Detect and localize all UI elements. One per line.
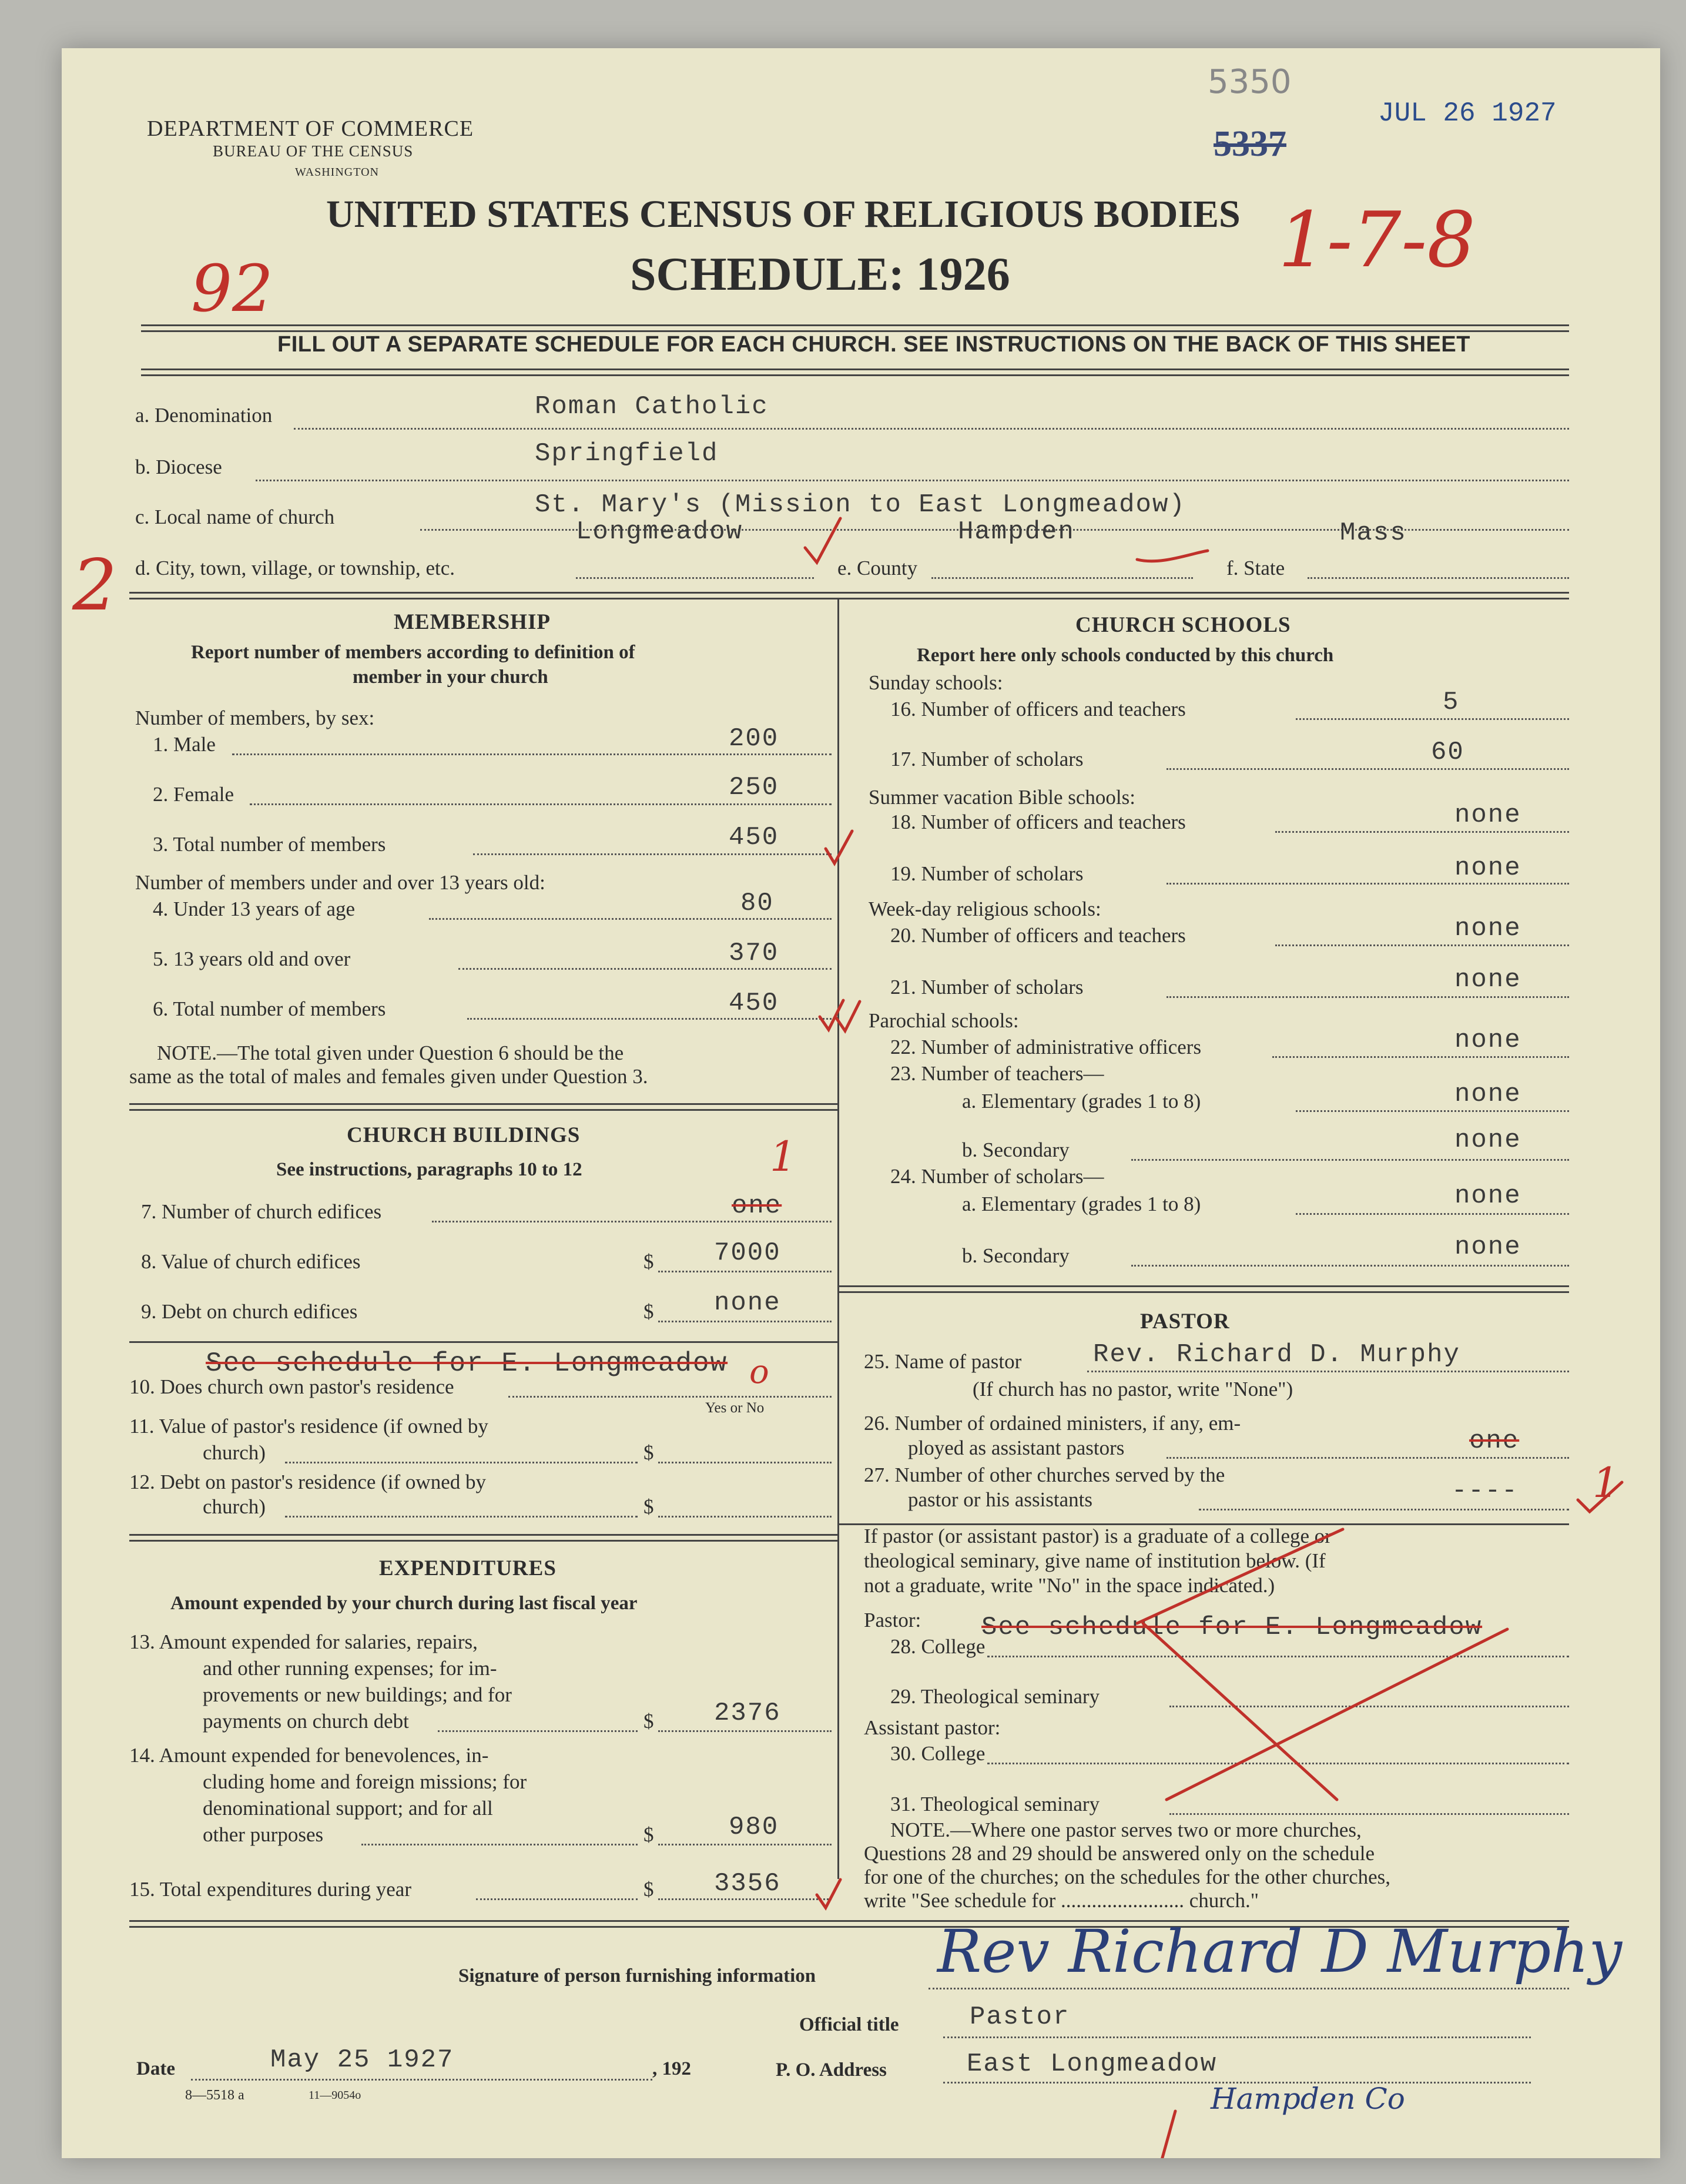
q20-label: 20. Number of officers and teachers <box>890 924 1186 947</box>
print-number: 11—9054o <box>309 2089 361 2102</box>
q23a-label: a. Elementary (grades 1 to 8) <box>962 1090 1201 1113</box>
q24-label: 24. Number of scholars— <box>890 1165 1104 1188</box>
q27-red-correction: 1 <box>1593 1459 1619 1507</box>
denomination-label: a. Denomination <box>135 404 273 427</box>
q6-field[interactable]: 450 <box>729 989 779 1018</box>
q15-dollar: $ <box>643 1878 654 1901</box>
q16-field[interactable]: 5 <box>1443 688 1460 717</box>
church-name-field[interactable]: St. Mary's (Mission to East Longmeadow) <box>535 490 1186 520</box>
pastor-sub-label: Pastor: <box>864 1609 921 1632</box>
q2-label: 2. Female <box>153 783 234 806</box>
form-title: UNITED STATES CENSUS OF RELIGIOUS BODIES <box>326 193 1241 236</box>
q6-label: 6. Total number of members <box>153 997 386 1020</box>
expenditures-sub: Amount expended by your church during last fiscal year <box>170 1593 638 1614</box>
graduate-note-3: not a graduate, write "No" in the space indicated.) <box>864 1574 1275 1597</box>
graduate-note-2: theological seminary, give name of institution below. (If <box>864 1549 1326 1572</box>
q7-label: 7. Number of church edifices <box>141 1200 382 1223</box>
weekday-schools-label: Week-day religious schools: <box>869 897 1101 920</box>
q11-label-2: church) <box>203 1441 266 1464</box>
q24b-field[interactable]: none <box>1454 1232 1521 1262</box>
pastor-note-2: Questions 28 and 29 should be answered only on the schedule <box>864 1842 1375 1865</box>
q22-field[interactable]: none <box>1454 1026 1521 1055</box>
q25-field[interactable]: Rev. Richard D. Murphy <box>1093 1340 1460 1369</box>
q10-field[interactable]: o <box>749 1353 769 1391</box>
q7-red-correction: 1 <box>770 1133 796 1181</box>
expenditures-heading: EXPENDITURES <box>379 1556 557 1580</box>
q13-label-4: payments on church debt <box>203 1710 409 1733</box>
yes-no-caption: Yes or No <box>705 1400 765 1416</box>
q8-field[interactable]: 7000 <box>714 1238 781 1268</box>
official-title-label: Official title <box>799 2014 899 2035</box>
state-label: f. State <box>1226 557 1285 580</box>
q15-label: 15. Total expenditures during year <box>129 1878 411 1901</box>
q19-field[interactable]: none <box>1454 853 1521 883</box>
fill-out-instruction: FILL OUT A SEPARATE SCHEDULE FOR EACH CHURCH. SEE INSTRUCTIONS ON THE BACK OF THIS SHEET <box>277 332 1470 357</box>
q19-label: 19. Number of scholars <box>890 862 1084 885</box>
red-annotation-92: 92 <box>191 251 273 326</box>
q24b-label: b. Secondary <box>962 1244 1070 1267</box>
q8-label: 8. Value of church edifices <box>141 1250 361 1273</box>
schools-sub: Report here only schools conducted by this church <box>917 645 1334 666</box>
q1-label: 1. Male <box>153 733 216 756</box>
q10-label: 10. Does church own pastor's residence <box>129 1375 454 1398</box>
q30-label: 30. College <box>890 1742 986 1765</box>
date-label: Date <box>136 2058 175 2079</box>
q24a-field[interactable]: none <box>1454 1181 1521 1211</box>
q2-field[interactable]: 250 <box>729 773 779 802</box>
q31-label: 31. Theological seminary <box>890 1793 1100 1815</box>
q21-field[interactable]: none <box>1454 965 1521 994</box>
parochial-schools-label: Parochial schools: <box>869 1009 1019 1032</box>
pastor-note-4: write "See schedule for ........................ church." <box>864 1889 1259 1912</box>
po-address-field[interactable]: East Longmeadow <box>967 2049 1218 2079</box>
q3-field[interactable]: 450 <box>729 823 779 852</box>
assistant-pastor-label: Assistant pastor: <box>864 1716 1001 1739</box>
q14-label-4: other purposes <box>203 1823 324 1846</box>
form-number: 8—5518 a <box>185 2088 244 2103</box>
q5-field[interactable]: 370 <box>729 939 779 968</box>
pastor-signature: Rev Richard D Murphy <box>937 1917 1623 1986</box>
q14-label-1: 14. Amount expended for benevolences, in- <box>129 1744 489 1767</box>
membership-note-2: same as the total of males and females given under Question 3. <box>129 1065 648 1088</box>
q23a-field[interactable]: none <box>1454 1080 1521 1109</box>
q14-dollar: $ <box>643 1823 654 1846</box>
pencil-number: 5350 <box>1208 63 1292 101</box>
q4-label: 4. Under 13 years of age <box>153 897 356 920</box>
date-field[interactable]: May 25 1927 <box>270 2045 454 2075</box>
q25-label: 25. Name of pastor <box>864 1350 1022 1373</box>
q11-dollar: $ <box>643 1441 654 1464</box>
graduate-note-1: If pastor (or assistant pastor) is a graduate of a college or <box>864 1525 1332 1547</box>
q7-field[interactable]: one <box>732 1191 782 1221</box>
membership-note-1: NOTE.—The total given under Question 6 should be the <box>157 1041 624 1064</box>
q27-label-2: pastor or his assistants <box>908 1488 1093 1511</box>
struck-schedule-number: 5337 <box>1214 124 1286 164</box>
struck-see-schedule-note: See schedule for E. Longmeadow <box>206 1348 728 1379</box>
q27-label-1: 27. Number of other churches served by the <box>864 1463 1225 1486</box>
schedule-title: SCHEDULE: 1926 <box>630 249 1010 300</box>
q14-label-2: cluding home and foreign missions; for <box>203 1770 527 1793</box>
summer-schools-label: Summer vacation Bible schools: <box>869 786 1135 809</box>
department-name: DEPARTMENT OF COMMERCE <box>147 116 474 141</box>
q15-field[interactable]: 3356 <box>714 1869 781 1898</box>
sunday-schools-label: Sunday schools: <box>869 671 1003 694</box>
church-name-label: c. Local name of church <box>135 505 335 528</box>
diocese-label: b. Diocese <box>135 455 222 478</box>
city-field[interactable]: Longmeadow <box>576 517 743 547</box>
q17-label: 17. Number of scholars <box>890 748 1084 771</box>
signature-label: Signature of person furnishing information <box>458 1965 816 1987</box>
q12-label-2: church) <box>203 1495 266 1518</box>
members-by-sex-label: Number of members, by sex: <box>135 706 375 729</box>
pastor-note-1: NOTE.—Where one pastor serves two or more churches, <box>890 1818 1362 1841</box>
q20-field[interactable]: none <box>1454 914 1521 943</box>
q13-label-2: and other running expenses; for im- <box>203 1657 497 1680</box>
q1-field[interactable]: 200 <box>729 724 779 753</box>
q21-label: 21. Number of scholars <box>890 976 1084 999</box>
q23-label: 23. Number of teachers— <box>890 1062 1104 1085</box>
q13-label-3: provements or new buildings; and for <box>203 1683 512 1706</box>
po-address-note: Hampden Co <box>1211 2082 1405 2116</box>
q26-label-2: ployed as assistant pastors <box>908 1436 1125 1459</box>
bureau-city: WASHINGTON <box>295 166 379 179</box>
schools-heading: CHURCH SCHOOLS <box>1075 613 1291 637</box>
q25-note: (If church has no pastor, write "None") <box>973 1378 1293 1401</box>
q11-label-1: 11. Value of pastor's residence (if owned by <box>129 1415 488 1438</box>
buildings-heading: CHURCH BUILDINGS <box>347 1123 581 1147</box>
q27-field[interactable]: ---- <box>1452 1476 1519 1506</box>
q18-field[interactable]: none <box>1454 800 1521 830</box>
q23b-field[interactable]: none <box>1454 1126 1521 1155</box>
date-suffix: , 192 <box>652 2058 691 2079</box>
membership-heading: MEMBERSHIP <box>394 610 551 634</box>
q8-dollar: $ <box>643 1250 654 1273</box>
q26-label-1: 26. Number of ordained ministers, if any, em- <box>864 1412 1241 1435</box>
official-title-field[interactable]: Pastor <box>970 2002 1070 2032</box>
membership-intro-1: Report number of members according to definition of <box>191 642 635 663</box>
denomination-field[interactable]: Roman Catholic <box>535 392 769 421</box>
q16-label: 16. Number of officers and teachers <box>890 698 1186 721</box>
county-field[interactable]: Hampden <box>958 517 1075 547</box>
pastor-note-3: for one of the churches; on the schedules for the other churches, <box>864 1865 1391 1888</box>
q18-label: 18. Number of officers and teachers <box>890 810 1186 833</box>
buildings-sub: See instructions, paragraphs 10 to 12 <box>276 1159 582 1180</box>
q5-label: 5. 13 years old and over <box>153 947 351 970</box>
po-address-label: P. O. Address <box>776 2059 887 2081</box>
diocese-field[interactable]: Springfield <box>535 439 719 468</box>
q13-field[interactable]: 2376 <box>714 1699 781 1728</box>
q3-label: 3. Total number of members <box>153 833 386 856</box>
county-label: e. County <box>837 557 918 580</box>
q23b-label: b. Secondary <box>962 1138 1070 1161</box>
membership-intro-2: member in your church <box>353 666 548 688</box>
red-margin-annotation: 2 <box>72 545 118 627</box>
city-label: d. City, town, village, or township, etc. <box>135 557 455 580</box>
q4-field[interactable]: 80 <box>740 889 774 918</box>
q9-dollar: $ <box>643 1300 654 1323</box>
members-by-age-label: Number of members under and over 13 years old: <box>135 871 545 894</box>
state-field[interactable]: Mass <box>1340 518 1407 548</box>
q14-label-3: denominational support; and for all <box>203 1797 493 1820</box>
q9-label: 9. Debt on church edifices <box>141 1300 358 1323</box>
q17-field[interactable]: 60 <box>1431 738 1464 767</box>
q28-label: 28. College <box>890 1635 986 1658</box>
q22-label: 22. Number of administrative officers <box>890 1036 1202 1058</box>
q12-label-1: 12. Debt on pastor's residence (if owned by <box>129 1470 486 1493</box>
q29-label: 29. Theological seminary <box>890 1685 1100 1708</box>
q13-dollar: $ <box>643 1710 654 1733</box>
q26-field[interactable]: one <box>1469 1426 1520 1456</box>
q12-dollar: $ <box>643 1495 654 1518</box>
received-date-stamp: JUL 26 1927 <box>1378 98 1557 129</box>
q9-field[interactable]: none <box>714 1288 781 1318</box>
q28-field[interactable]: See schedule for E. Longmeadow <box>981 1613 1483 1642</box>
red-annotation-code: 1-7-8 <box>1278 195 1476 284</box>
q24a-label: a. Elementary (grades 1 to 8) <box>962 1193 1201 1215</box>
pastor-heading: PASTOR <box>1140 1309 1230 1334</box>
q13-label-1: 13. Amount expended for salaries, repairs, <box>129 1630 478 1653</box>
bureau-name: BUREAU OF THE CENSUS <box>213 142 414 160</box>
q14-field[interactable]: 980 <box>729 1813 779 1842</box>
census-schedule-sheet <box>62 48 1660 2158</box>
